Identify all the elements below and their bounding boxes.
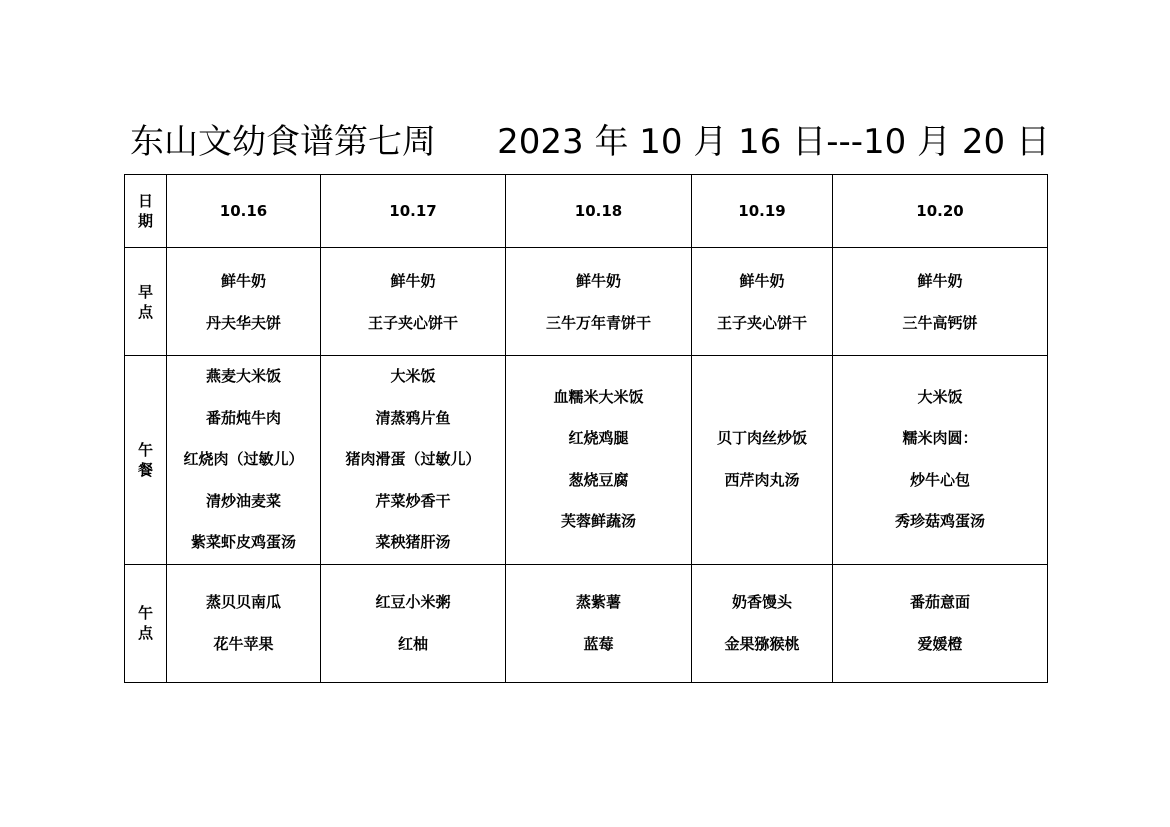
menu-cell bbox=[833, 356, 1048, 565]
day-header: 10.19 bbox=[692, 175, 833, 248]
dish-item: 金果猕猴桃 bbox=[724, 635, 800, 653]
dish-item: 蓝莓 bbox=[583, 635, 614, 653]
dish-item: 番茄炖牛肉 bbox=[205, 408, 281, 427]
dish-item: 丹夫华夫饼 bbox=[205, 313, 281, 332]
date-range: 2023 年 10 月 16 日---10 月 20 日 bbox=[497, 122, 1050, 162]
dish-item: 鲜牛奶 bbox=[390, 271, 436, 290]
dish-item: 芙蓉鲜蔬汤 bbox=[560, 512, 636, 531]
dish-item: 红豆小米粥 bbox=[375, 593, 451, 611]
table-row-lunch bbox=[125, 356, 1048, 565]
dish-item: 蒸贝贝南瓜 bbox=[205, 593, 281, 611]
page-title bbox=[130, 118, 1050, 166]
dish-item: 三牛万年青饼干 bbox=[545, 313, 651, 332]
weekly-menu-table bbox=[124, 174, 1048, 683]
dish-item: 鲜牛奶 bbox=[575, 271, 621, 290]
menu-cell bbox=[506, 564, 692, 682]
row-label-lunch: 午 餐 bbox=[125, 356, 167, 565]
menu-cell bbox=[833, 564, 1048, 682]
dish-item: 奶香馒头 bbox=[731, 593, 792, 611]
table-row-afternoon-snack bbox=[125, 564, 1048, 682]
dish-item: 清蒸鸦片鱼 bbox=[375, 408, 451, 427]
dish-item: 清炒油麦菜 bbox=[205, 491, 281, 510]
dish-item: 王子夹心饼干 bbox=[367, 313, 458, 332]
menu-cell bbox=[833, 248, 1048, 356]
menu-cell bbox=[167, 356, 321, 565]
dish-item: 炒牛心包 bbox=[909, 470, 970, 489]
row-label-breakfast: 早 点 bbox=[125, 248, 167, 356]
dish-item: 王子夹心饼干 bbox=[716, 313, 807, 332]
menu-cell bbox=[692, 564, 833, 682]
dish-item: 爱媛橙 bbox=[917, 635, 963, 653]
dish-item: 血糯米大米饭 bbox=[553, 387, 644, 406]
dish-item: 蒸紫薯 bbox=[575, 593, 621, 611]
menu-cell bbox=[506, 356, 692, 565]
dish-item: 芹菜炒香干 bbox=[375, 491, 451, 510]
dish-item: 西芹肉丸汤 bbox=[724, 470, 800, 489]
row-label-afternoon-snack: 午 点 bbox=[125, 564, 167, 682]
dish-item: 鲜牛奶 bbox=[220, 271, 266, 290]
dish-item: 红烧鸡腿 bbox=[568, 429, 629, 448]
menu-cell bbox=[321, 248, 506, 356]
table-header-row bbox=[125, 175, 1048, 248]
dish-item: 猪肉滑蛋（过敏儿） bbox=[345, 450, 481, 468]
dish-item: 番茄意面 bbox=[909, 593, 970, 611]
menu-cell bbox=[167, 248, 321, 356]
dish-item: 花牛苹果 bbox=[213, 635, 274, 653]
dish-item: 鲜牛奶 bbox=[917, 271, 963, 290]
day-header: 10.16 bbox=[167, 175, 321, 248]
table-row-breakfast bbox=[125, 248, 1048, 356]
menu-cell bbox=[692, 248, 833, 356]
dish-item: 秀珍菇鸡蛋汤 bbox=[894, 512, 985, 531]
dish-item: 三牛高钙饼 bbox=[902, 313, 978, 332]
day-header: 10.17 bbox=[321, 175, 506, 248]
menu-cell bbox=[167, 564, 321, 682]
menu-title: 东山文幼食谱第七周 bbox=[130, 122, 436, 162]
corner-cell-date: 日 期 bbox=[125, 175, 167, 248]
dish-item: 糯米肉圆： bbox=[902, 429, 978, 448]
menu-cell bbox=[506, 248, 692, 356]
day-header: 10.18 bbox=[506, 175, 692, 248]
dish-item: 红柚 bbox=[397, 635, 428, 653]
menu-cell bbox=[321, 356, 506, 565]
dish-item: 鲜牛奶 bbox=[739, 271, 785, 290]
dish-item: 燕麦大米饭 bbox=[205, 367, 281, 385]
dish-item: 葱烧豆腐 bbox=[568, 470, 629, 489]
dish-item: 红烧肉（过敏儿） bbox=[183, 450, 304, 468]
dish-item: 菜秧猪肝汤 bbox=[375, 533, 451, 551]
dish-item: 大米饭 bbox=[390, 367, 436, 385]
dish-item: 紫菜虾皮鸡蛋汤 bbox=[190, 533, 296, 551]
dish-item: 贝丁肉丝炒饭 bbox=[716, 429, 807, 448]
menu-cell bbox=[692, 356, 833, 565]
menu-cell bbox=[321, 564, 506, 682]
day-header: 10.20 bbox=[833, 175, 1048, 248]
dish-item: 大米饭 bbox=[917, 387, 963, 406]
